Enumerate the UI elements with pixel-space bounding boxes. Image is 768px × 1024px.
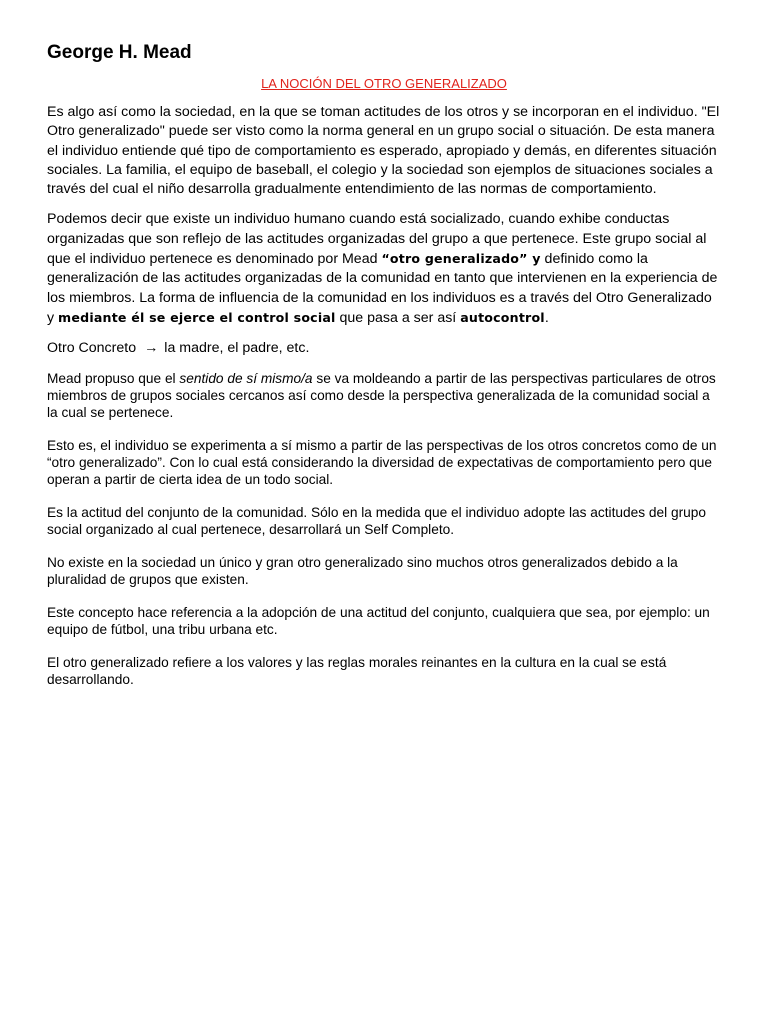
paragraph-5: Esto es, el individuo se experimenta a sí mismo a partir de las perspectivas de los otros concretos como de un “otro generalizado”. Con lo cual está considerando la diversidad de expectativas de comportamiento pero que operan a partir de cierta idea de un todo social. bbox=[47, 437, 717, 487]
paragraph-4-text-2: se va moldeando a partir de las perspectivas particulares de otros miembros de grupos sociales cercanos así como desde la perspectiva generalizada de la comunidad social a la cual se pertenece. bbox=[47, 370, 716, 420]
bold-control-social: mediante él se ejerce el control social bbox=[58, 309, 336, 325]
arrow-right-icon: → bbox=[144, 340, 159, 357]
paragraph-6: Es la actitud del conjunto de la comunidad. Sólo en la medida que el individuo adopte las actitudes del grupo social organizado al cual pertenece, desarrollará un Self Completo. bbox=[47, 504, 706, 537]
otro-concreto-label: Otro Concreto bbox=[47, 340, 137, 357]
paragraph-8: Este concepto hace referencia a la adopción de una actitud del conjunto, cualquiera que sea, por ejemplo: un equipo de fútbol, una tribu urbana etc. bbox=[47, 604, 710, 637]
italic-sentido-de-si-mismo: sentido de sí mismo/a bbox=[179, 370, 313, 386]
paragraph-1: Es algo así como la sociedad, en la que se toman actitudes de los otros y se incorporan en el individuo. "El Otro generalizado" puede ser visto como la norma general en un grupo social o situación. De esta manera el individuo entiende qué tipo de comportamiento es esperado, apropiado y demás, en diferentes situación sociales. La familia, el equipo de baseball, el colegio y la sociedad son ejemplos de situaciones sociales a través del cual el niño desarrolla gradualmente entendimiento de las normas de comportamiento. bbox=[47, 104, 720, 198]
paragraph-3 bbox=[47, 339, 721, 358]
bold-otro-generalizado: “otro generalizado” y bbox=[381, 251, 541, 267]
paragraph-2-text-4: . bbox=[544, 309, 549, 326]
paragraph-9: El otro generalizado refiere a los valores y las reglas morales reinantes en la cultura en la cual se está desarrollando. bbox=[47, 654, 667, 687]
paragraph-4-text-1: Mead propuso que el bbox=[47, 370, 180, 386]
paragraph-2-text-1: Podemos decir que existe un individuo humano cuando está socializado, cuando exhibe conductas organizadas que son reflejo de las actitudes organizadas del grupo a que pertenece. Este grupo social al que el individuo pertenece es denominado por Mead bbox=[47, 211, 707, 268]
paragraph-2-text-2: definido como la generalización de las actitudes organizadas de la comunidad en tanto que intervienen en la experiencia de los miembros. La forma de influencia de la comunidad en los individuos es a través del Otro Generalizado y bbox=[47, 251, 718, 326]
document-title: George H. Mead bbox=[47, 42, 192, 63]
section-subtitle: LA NOCIÓN DEL OTRO GENERALIZADO bbox=[261, 76, 507, 91]
paragraph-2 bbox=[47, 210, 721, 328]
bold-autocontrol: autocontrol bbox=[460, 309, 545, 325]
otro-concreto-examples: la madre, el padre, etc. bbox=[164, 340, 310, 357]
document-page bbox=[47, 40, 721, 704]
paragraph-4 bbox=[47, 370, 721, 421]
paragraph-7: No existe en la sociedad un único y gran otro generalizado sino muchos otros generalizados debido a la pluralidad de grupos que existen. bbox=[47, 554, 678, 587]
paragraph-2-text-3: que pasa a ser así bbox=[335, 309, 461, 326]
